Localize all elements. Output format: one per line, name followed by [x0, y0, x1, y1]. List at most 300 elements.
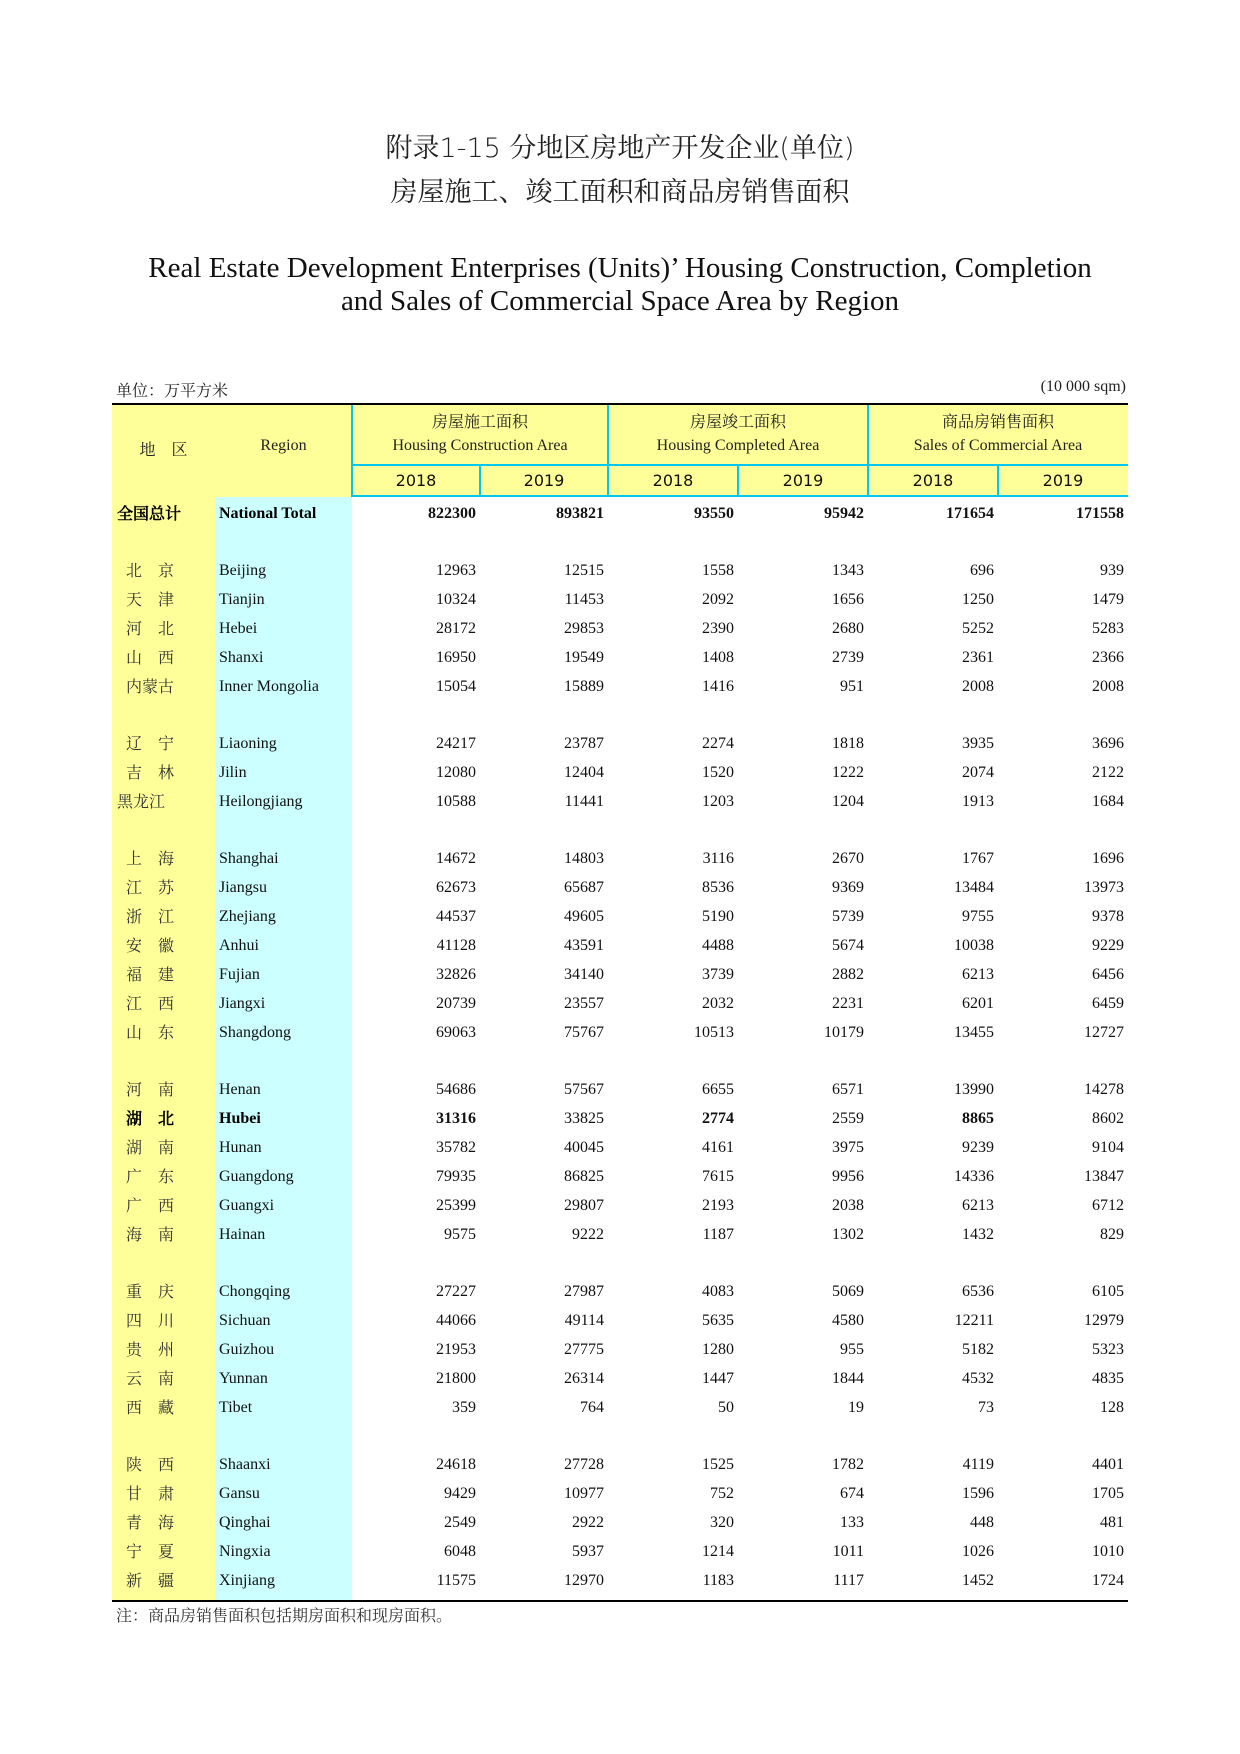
value-cell: 20739 [436, 995, 476, 1012]
value-cell: 10513 [694, 1024, 734, 1041]
value-cell: 2122 [1092, 764, 1124, 781]
value-cell: 79935 [436, 1168, 476, 1185]
region-cn: 海 南 [126, 1225, 175, 1244]
region-cn: 宁 夏 [126, 1542, 175, 1561]
table-row [112, 1450, 1128, 1479]
value-cell: 32826 [436, 966, 476, 983]
value-cell: 16950 [436, 649, 476, 666]
value-cell: 1724 [1092, 1572, 1124, 1589]
value-cell: 4580 [832, 1312, 864, 1329]
header-year: 2019 [782, 471, 824, 490]
region-cn: 吉 林 [126, 763, 175, 782]
value-cell: 9378 [1092, 908, 1124, 925]
value-cell: 2008 [1092, 678, 1124, 695]
region-cn: 贵 州 [126, 1340, 175, 1359]
value-cell: 4161 [702, 1139, 734, 1156]
value-cell: 15889 [564, 678, 604, 695]
table-row [112, 844, 1128, 873]
value-cell: 40045 [564, 1139, 604, 1156]
value-cell: 14336 [954, 1168, 994, 1185]
value-cell: 4401 [1092, 1456, 1124, 1473]
value-cell: 33825 [564, 1110, 604, 1127]
table-row [112, 729, 1128, 758]
value-cell: 10324 [436, 591, 476, 608]
region-cn: 福 建 [126, 965, 175, 984]
title-cn-line2: 房屋施工、竣工面积和商品房销售面积 [390, 177, 850, 208]
value-cell: 27987 [564, 1283, 604, 1300]
value-cell: 939 [1100, 562, 1124, 579]
value-cell: 6201 [962, 995, 994, 1012]
value-cell: 10038 [954, 937, 994, 954]
value-cell: 49114 [564, 1312, 604, 1329]
value-cell: 3739 [702, 966, 734, 983]
value-cell: 1343 [832, 562, 864, 579]
value-cell: 57567 [564, 1081, 604, 1098]
table-row [112, 1018, 1128, 1047]
region-cn: 安 徽 [126, 936, 175, 955]
value-cell: 29853 [564, 620, 604, 637]
region-cn: 黑龙江 [117, 792, 166, 811]
table-row [112, 1335, 1128, 1364]
header-year: 2018 [912, 471, 954, 490]
region-cn: 云 南 [126, 1369, 175, 1388]
value-cell: 2361 [962, 649, 994, 666]
value-cell: 5283 [1092, 620, 1124, 637]
value-cell: 6712 [1092, 1197, 1124, 1214]
value-cell: 13973 [1084, 879, 1124, 896]
value-cell: 6105 [1092, 1283, 1124, 1300]
region-en: Xinjiang [219, 1572, 275, 1589]
header-region-en: Region [260, 437, 307, 454]
value-cell: 6459 [1092, 995, 1124, 1012]
value-cell: 10977 [564, 1485, 604, 1502]
value-cell: 133 [840, 1514, 864, 1531]
region-cn: 河 南 [126, 1080, 175, 1099]
value-cell: 1479 [1092, 591, 1124, 608]
region-en: Hubei [219, 1110, 261, 1127]
value-cell: 19 [848, 1399, 864, 1416]
value-cell: 23787 [564, 735, 604, 752]
table-row [112, 614, 1128, 643]
region-cn: 内蒙古 [126, 677, 175, 696]
region-cn: 湖 南 [126, 1138, 175, 1157]
region-en: Qinghai [219, 1514, 271, 1531]
region-cn: 辽 宁 [126, 734, 175, 753]
region-en: Shangdong [219, 1024, 291, 1041]
region-en: Tibet [219, 1399, 253, 1416]
value-cell: 1767 [962, 850, 994, 867]
value-cell: 41128 [436, 937, 476, 954]
value-cell: 2032 [702, 995, 734, 1012]
value-cell: 6213 [962, 966, 994, 983]
grid-line [997, 465, 999, 497]
value-cell: 65687 [564, 879, 604, 896]
value-cell: 2549 [444, 1514, 476, 1531]
value-cell: 12970 [564, 1572, 604, 1589]
value-cell: 12080 [436, 764, 476, 781]
value-cell: 481 [1100, 1514, 1124, 1531]
table-row [112, 672, 1128, 701]
value-cell: 4083 [702, 1283, 734, 1300]
region-en: Anhui [219, 937, 259, 954]
value-cell: 93550 [694, 505, 734, 522]
value-cell: 95942 [824, 505, 864, 522]
table-row [112, 873, 1128, 902]
region-cn: 重 庆 [126, 1282, 175, 1301]
value-cell: 9575 [444, 1226, 476, 1243]
region-cn: 广 东 [126, 1167, 175, 1186]
value-cell: 13847 [1084, 1168, 1124, 1185]
table-row [112, 1364, 1128, 1393]
region-cn: 甘 肃 [126, 1484, 175, 1503]
table-row [112, 1537, 1128, 1566]
value-cell: 26314 [564, 1370, 604, 1387]
value-cell: 4119 [962, 1456, 994, 1473]
value-cell: 674 [840, 1485, 864, 1502]
table-row [112, 1508, 1128, 1537]
table-row [112, 758, 1128, 787]
value-cell: 21953 [436, 1341, 476, 1358]
value-cell: 27728 [564, 1456, 604, 1473]
value-cell: 128 [1100, 1399, 1124, 1416]
value-cell: 1011 [832, 1543, 864, 1560]
value-cell: 1187 [702, 1226, 734, 1243]
value-cell: 5182 [962, 1341, 994, 1358]
value-cell: 1520 [702, 764, 734, 781]
value-cell: 8536 [702, 879, 734, 896]
grid-line [352, 464, 1128, 466]
value-cell: 5635 [702, 1312, 734, 1329]
table-row [112, 585, 1128, 614]
value-cell: 9229 [1092, 937, 1124, 954]
value-cell: 1432 [962, 1226, 994, 1243]
value-cell: 28172 [436, 620, 476, 637]
value-cell: 1844 [832, 1370, 864, 1387]
value-cell: 8602 [1092, 1110, 1124, 1127]
value-cell: 1280 [702, 1341, 734, 1358]
value-cell: 35782 [436, 1139, 476, 1156]
table-row [112, 643, 1128, 672]
region-cn: 山 东 [126, 1023, 175, 1042]
value-cell: 6048 [444, 1543, 476, 1560]
region-cn: 湖 北 [126, 1109, 175, 1128]
value-cell: 21800 [436, 1370, 476, 1387]
value-cell: 9239 [962, 1139, 994, 1156]
value-cell: 11441 [564, 793, 604, 810]
value-cell: 9104 [1092, 1139, 1124, 1156]
value-cell: 359 [452, 1399, 476, 1416]
value-cell: 6655 [702, 1081, 734, 1098]
value-cell: 893821 [556, 505, 604, 522]
table-row [112, 1306, 1128, 1335]
value-cell: 171558 [1076, 505, 1124, 522]
value-cell: 1596 [962, 1485, 994, 1502]
table-row [112, 931, 1128, 960]
value-cell: 3975 [832, 1139, 864, 1156]
region-en: Guizhou [219, 1341, 275, 1358]
value-cell: 2670 [832, 850, 864, 867]
value-cell: 1302 [832, 1226, 864, 1243]
value-cell: 24618 [436, 1456, 476, 1473]
value-cell: 2092 [702, 591, 734, 608]
table-row [112, 499, 1128, 528]
value-cell: 1117 [833, 1572, 864, 1589]
value-cell: 2231 [832, 995, 864, 1012]
table-row [112, 960, 1128, 989]
value-cell: 1656 [832, 591, 864, 608]
region-cn: 广 西 [126, 1196, 175, 1215]
value-cell: 6571 [832, 1081, 864, 1098]
unit-label-en: (10 000 sqm) [1040, 378, 1126, 395]
table-row [112, 556, 1128, 585]
value-cell: 12211 [954, 1312, 994, 1329]
region-en: Henan [219, 1081, 261, 1098]
region-cn: 全国总计 [117, 504, 182, 523]
value-cell: 4488 [702, 937, 734, 954]
value-cell: 2274 [702, 735, 734, 752]
value-cell: 27775 [564, 1341, 604, 1358]
value-cell: 62673 [436, 879, 476, 896]
title-cn-line1: 附录1-15 分地区房地产开发企业(单位) [385, 133, 855, 164]
region-en: Zhejiang [219, 908, 276, 925]
region-cn: 天 津 [126, 590, 175, 609]
region-en: Hebei [219, 620, 258, 637]
value-cell: 752 [710, 1485, 734, 1502]
value-cell: 2074 [962, 764, 994, 781]
table-header [112, 403, 1128, 497]
footnote: 注：商品房销售面积包括期房面积和现房面积。 [116, 1606, 453, 1625]
value-cell: 5323 [1092, 1341, 1124, 1358]
value-cell: 1204 [832, 793, 864, 810]
value-cell: 4532 [962, 1370, 994, 1387]
header-year: 2019 [1042, 471, 1084, 490]
value-cell: 3116 [702, 850, 734, 867]
value-cell: 23557 [564, 995, 604, 1012]
value-cell: 4835 [1092, 1370, 1124, 1387]
region-cn: 陕 西 [126, 1455, 175, 1474]
header-year: 2018 [652, 471, 694, 490]
value-cell: 1203 [702, 793, 734, 810]
value-cell: 2922 [572, 1514, 604, 1531]
data-table [112, 403, 1128, 1601]
value-cell: 1026 [962, 1543, 994, 1560]
region-en: Sichuan [219, 1312, 271, 1329]
value-cell: 2008 [962, 678, 994, 695]
table-row [112, 989, 1128, 1018]
value-cell: 9956 [832, 1168, 864, 1185]
value-cell: 3696 [1092, 735, 1124, 752]
region-cn: 新 疆 [126, 1571, 175, 1590]
value-cell: 1222 [832, 764, 864, 781]
value-cell: 13484 [954, 879, 994, 896]
value-cell: 6456 [1092, 966, 1124, 983]
title-en-line1: Real Estate Development Enterprises (Units)’ Housing Construction, Completion [148, 252, 1092, 284]
value-cell: 1416 [702, 678, 734, 695]
value-cell: 1913 [962, 793, 994, 810]
value-cell: 1452 [962, 1572, 994, 1589]
region-en: Jilin [219, 764, 247, 781]
value-cell: 5739 [832, 908, 864, 925]
value-cell: 44066 [436, 1312, 476, 1329]
value-cell: 44537 [436, 908, 476, 925]
value-cell: 7615 [702, 1168, 734, 1185]
region-cn: 上 海 [126, 849, 175, 868]
value-cell: 25399 [436, 1197, 476, 1214]
value-cell: 69063 [436, 1024, 476, 1041]
header-year: 2019 [523, 471, 565, 490]
value-cell: 24217 [436, 735, 476, 752]
region-en: Gansu [219, 1485, 260, 1502]
region-en: National Total [219, 505, 317, 522]
region-en: Chongqing [219, 1283, 291, 1300]
value-cell: 2774 [702, 1110, 734, 1127]
region-en: Ningxia [219, 1543, 271, 1560]
header-group-sales-en: Sales of Commercial Area [913, 437, 1083, 454]
region-en: Heilongjiang [219, 793, 303, 810]
value-cell: 448 [970, 1514, 994, 1531]
value-cell: 1010 [1092, 1543, 1124, 1560]
value-cell: 951 [840, 678, 864, 695]
value-cell: 696 [970, 562, 994, 579]
region-cn: 浙 江 [126, 907, 175, 926]
region-cn: 江 苏 [126, 878, 175, 897]
value-cell: 1408 [702, 649, 734, 666]
table-row [112, 787, 1128, 816]
value-cell: 14672 [436, 850, 476, 867]
value-cell: 6213 [962, 1197, 994, 1214]
region-en: Inner Mongolia [219, 678, 319, 695]
region-en: Fujian [219, 966, 260, 983]
table-row [112, 1479, 1128, 1508]
value-cell: 2559 [832, 1110, 864, 1127]
header-year: 2018 [395, 471, 437, 490]
value-cell: 13990 [954, 1081, 994, 1098]
value-cell: 171654 [946, 505, 994, 522]
header-group-construction-en: Housing Construction Area [392, 437, 568, 454]
region-en: Shaanxi [219, 1456, 271, 1473]
value-cell: 12979 [1084, 1312, 1124, 1329]
value-cell: 2193 [702, 1197, 734, 1214]
table-row [112, 1104, 1128, 1133]
value-cell: 12404 [564, 764, 604, 781]
table-row [112, 1075, 1128, 1104]
table-row [112, 1277, 1128, 1306]
region-en: Jiangxi [219, 995, 266, 1012]
value-cell: 5069 [832, 1283, 864, 1300]
value-cell: 19549 [564, 649, 604, 666]
value-cell: 1250 [962, 591, 994, 608]
value-cell: 6536 [962, 1283, 994, 1300]
header-group-construction-cn: 房屋施工面积 [431, 414, 528, 431]
value-cell: 1684 [1092, 793, 1124, 810]
table-bottom-border [112, 1600, 1128, 1602]
region-cn: 四 川 [126, 1311, 175, 1330]
value-cell: 1818 [832, 735, 864, 752]
region-en: Shanghai [219, 850, 279, 867]
value-cell: 2038 [832, 1197, 864, 1214]
region-en: Hainan [219, 1226, 266, 1243]
value-cell: 43591 [564, 937, 604, 954]
region-en: Guangxi [219, 1197, 275, 1214]
grid-line [607, 405, 609, 497]
region-en: Guangdong [219, 1168, 294, 1185]
value-cell: 2680 [832, 620, 864, 637]
grid-line [351, 405, 353, 497]
value-cell: 8865 [962, 1110, 994, 1127]
value-cell: 50 [718, 1399, 734, 1416]
value-cell: 5674 [832, 937, 864, 954]
value-cell: 5937 [572, 1543, 604, 1560]
table-row [112, 1191, 1128, 1220]
table-row [112, 1162, 1128, 1191]
table-row [112, 1220, 1128, 1249]
value-cell: 1705 [1092, 1485, 1124, 1502]
value-cell: 955 [840, 1341, 864, 1358]
value-cell: 12963 [436, 562, 476, 579]
region-en: Shanxi [219, 649, 264, 666]
value-cell: 2390 [702, 620, 734, 637]
region-en: Yunnan [219, 1370, 268, 1387]
value-cell: 5252 [962, 620, 994, 637]
value-cell: 75767 [564, 1024, 604, 1041]
region-cn: 山 西 [126, 648, 175, 667]
value-cell: 9429 [444, 1485, 476, 1502]
table-row [112, 1393, 1128, 1422]
value-cell: 34140 [564, 966, 604, 983]
value-cell: 11453 [564, 591, 604, 608]
value-cell: 5190 [702, 908, 734, 925]
region-cn: 河 北 [126, 619, 175, 638]
value-cell: 12727 [1084, 1024, 1124, 1041]
value-cell: 29807 [564, 1197, 604, 1214]
value-cell: 11575 [436, 1572, 476, 1589]
value-cell: 54686 [436, 1081, 476, 1098]
region-en: Hunan [219, 1139, 262, 1156]
table-row [112, 1566, 1128, 1595]
value-cell: 822300 [428, 505, 476, 522]
value-cell: 1558 [702, 562, 734, 579]
value-cell: 10588 [436, 793, 476, 810]
header-group-sales-cn: 商品房销售面积 [941, 414, 1054, 431]
value-cell: 27227 [436, 1283, 476, 1300]
value-cell: 9755 [962, 908, 994, 925]
value-cell: 86825 [564, 1168, 604, 1185]
value-cell: 1696 [1092, 850, 1124, 867]
value-cell: 10179 [824, 1024, 864, 1041]
value-cell: 73 [978, 1399, 994, 1416]
title-en-line2: and Sales of Commercial Space Area by Region [340, 285, 900, 317]
grid-line [479, 465, 481, 497]
value-cell: 14278 [1084, 1081, 1124, 1098]
region-en: Jiangsu [219, 879, 267, 896]
value-cell: 2366 [1092, 649, 1124, 666]
value-cell: 9369 [832, 879, 864, 896]
value-cell: 12515 [564, 562, 604, 579]
value-cell: 9222 [572, 1226, 604, 1243]
value-cell: 764 [580, 1399, 604, 1416]
value-cell: 2882 [832, 966, 864, 983]
value-cell: 3935 [962, 735, 994, 752]
region-cn: 西 藏 [126, 1398, 175, 1417]
value-cell: 1447 [702, 1370, 734, 1387]
table-row [112, 902, 1128, 931]
value-cell: 1782 [832, 1456, 864, 1473]
value-cell: 14803 [564, 850, 604, 867]
value-cell: 320 [710, 1514, 734, 1531]
header-region-cn: 地 区 [139, 442, 188, 459]
value-cell: 1183 [702, 1572, 734, 1589]
value-cell: 1525 [702, 1456, 734, 1473]
